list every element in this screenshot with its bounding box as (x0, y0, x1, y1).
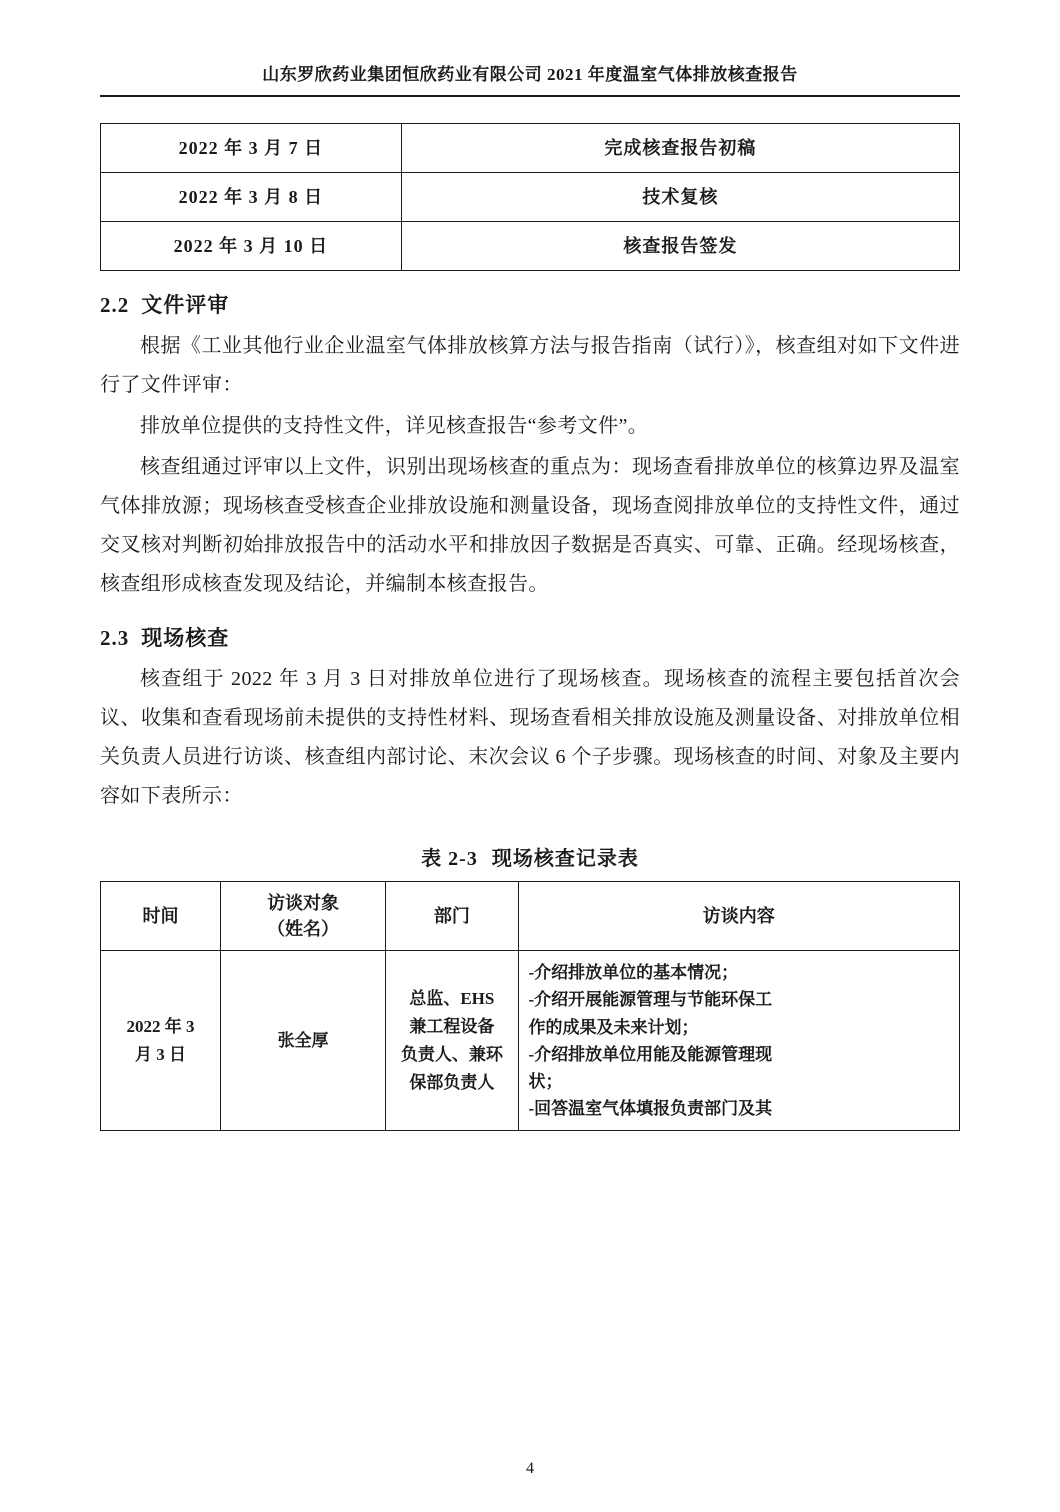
page-number: 4 (526, 1460, 534, 1477)
interview-content-line1: -介绍排放单位的基本情况； (528, 963, 739, 983)
section-title: 现场核查 (141, 626, 230, 650)
column-header-interviewee-line1: 访谈对象 (267, 893, 340, 913)
section-title: 文件评审 (141, 293, 230, 317)
paragraph: 排放单位提供的支持性文件，详见核查报告“参考文件”。 (140, 415, 649, 437)
interview-time-line1: 2022 年 3 (126, 1016, 195, 1036)
section-heading-2-2 (100, 289, 960, 319)
table-caption (100, 842, 960, 871)
interview-content (518, 951, 960, 1131)
schedule-activity: 完成核查报告初稿 (401, 124, 959, 173)
interview-content-line5: 状； (528, 1071, 563, 1091)
table-row (101, 222, 960, 271)
column-header-content: 访谈内容 (518, 882, 960, 951)
section-number: 2.2 (100, 293, 130, 317)
column-header-time: 时间 (101, 882, 221, 951)
column-header-interviewee-line2: （姓名） (267, 919, 340, 940)
interview-department-line4: 保部负责人 (409, 1072, 495, 1092)
paragraph: 根据《工业其他行业企业温室气体排放核算方法与报告指南（试行）》，核查组对如下文件进行了文件评审： (100, 335, 960, 396)
paragraph: 核查组通过评审以上文件，识别出现场核查的重点为：现场查看排放单位的核算边界及温室气体排放源；现场核查受核查企业排放设施和测量设备，现场查阅排放单位的支持性文件，通过交叉核对判断初始排放报告中的活动水平和排放因子数据是否真实、可靠、正确。经现场核查，核查组形成核查发现及结论，并编制本核查报告。 (100, 456, 960, 595)
schedule-date: 2022 年 3 月 8 日 (101, 173, 402, 222)
interview-content-line6: -回答温室气体填报负责部门及其 (528, 1099, 773, 1119)
column-header-department: 部门 (386, 882, 518, 951)
interview-record-table (100, 881, 960, 1131)
table-row (101, 951, 960, 1131)
page-header: 山东罗欣药业集团恒欣药业有限公司 2021 年度温室气体排放核查报告 (100, 60, 960, 97)
schedule-table (100, 123, 960, 271)
section-number: 2.3 (100, 626, 130, 650)
interview-department-line1: 总监、EHS (409, 988, 495, 1008)
interview-name: 张全厚 (220, 951, 385, 1131)
section-heading-2-3 (100, 622, 960, 652)
interview-department-line3: 负责人、兼环 (400, 1044, 503, 1064)
table-header-row (101, 882, 960, 951)
interview-content-line4: -介绍排放单位用能及能源管理现 (528, 1044, 773, 1064)
interview-content-line3: 作的成果及未来计划； (528, 1017, 699, 1037)
column-header-interviewee (220, 882, 385, 951)
table-caption-text: 现场核查记录表 (491, 848, 639, 870)
interview-content-line2: -介绍开展能源管理与节能环保工 (528, 990, 773, 1010)
table-row (101, 124, 960, 173)
interview-department (386, 951, 518, 1131)
schedule-date: 2022 年 3 月 7 日 (101, 124, 402, 173)
schedule-activity: 核查报告签发 (401, 222, 959, 271)
interview-time (101, 951, 221, 1131)
table-row (101, 173, 960, 222)
schedule-activity: 技术复核 (401, 173, 959, 222)
interview-time-line2: 月 3 日 (134, 1044, 186, 1064)
interview-department-line2: 兼工程设备 (409, 1016, 495, 1036)
table-caption-number: 表 2-3 (421, 848, 478, 870)
schedule-date: 2022 年 3 月 10 日 (101, 222, 402, 271)
paragraph: 核查组于 2022 年 3 月 3 日对排放单位进行了现场核查。现场核查的流程主要包括首次会议、收集和查看现场前未提供的支持性材料、现场查看相关排放设施及测量设备、对排放单位相关负责人员进行访谈、核查组内部讨论、末次会议 6 个子步骤。现场核查的时间、对象及主要内容如下表所示： (100, 668, 960, 807)
